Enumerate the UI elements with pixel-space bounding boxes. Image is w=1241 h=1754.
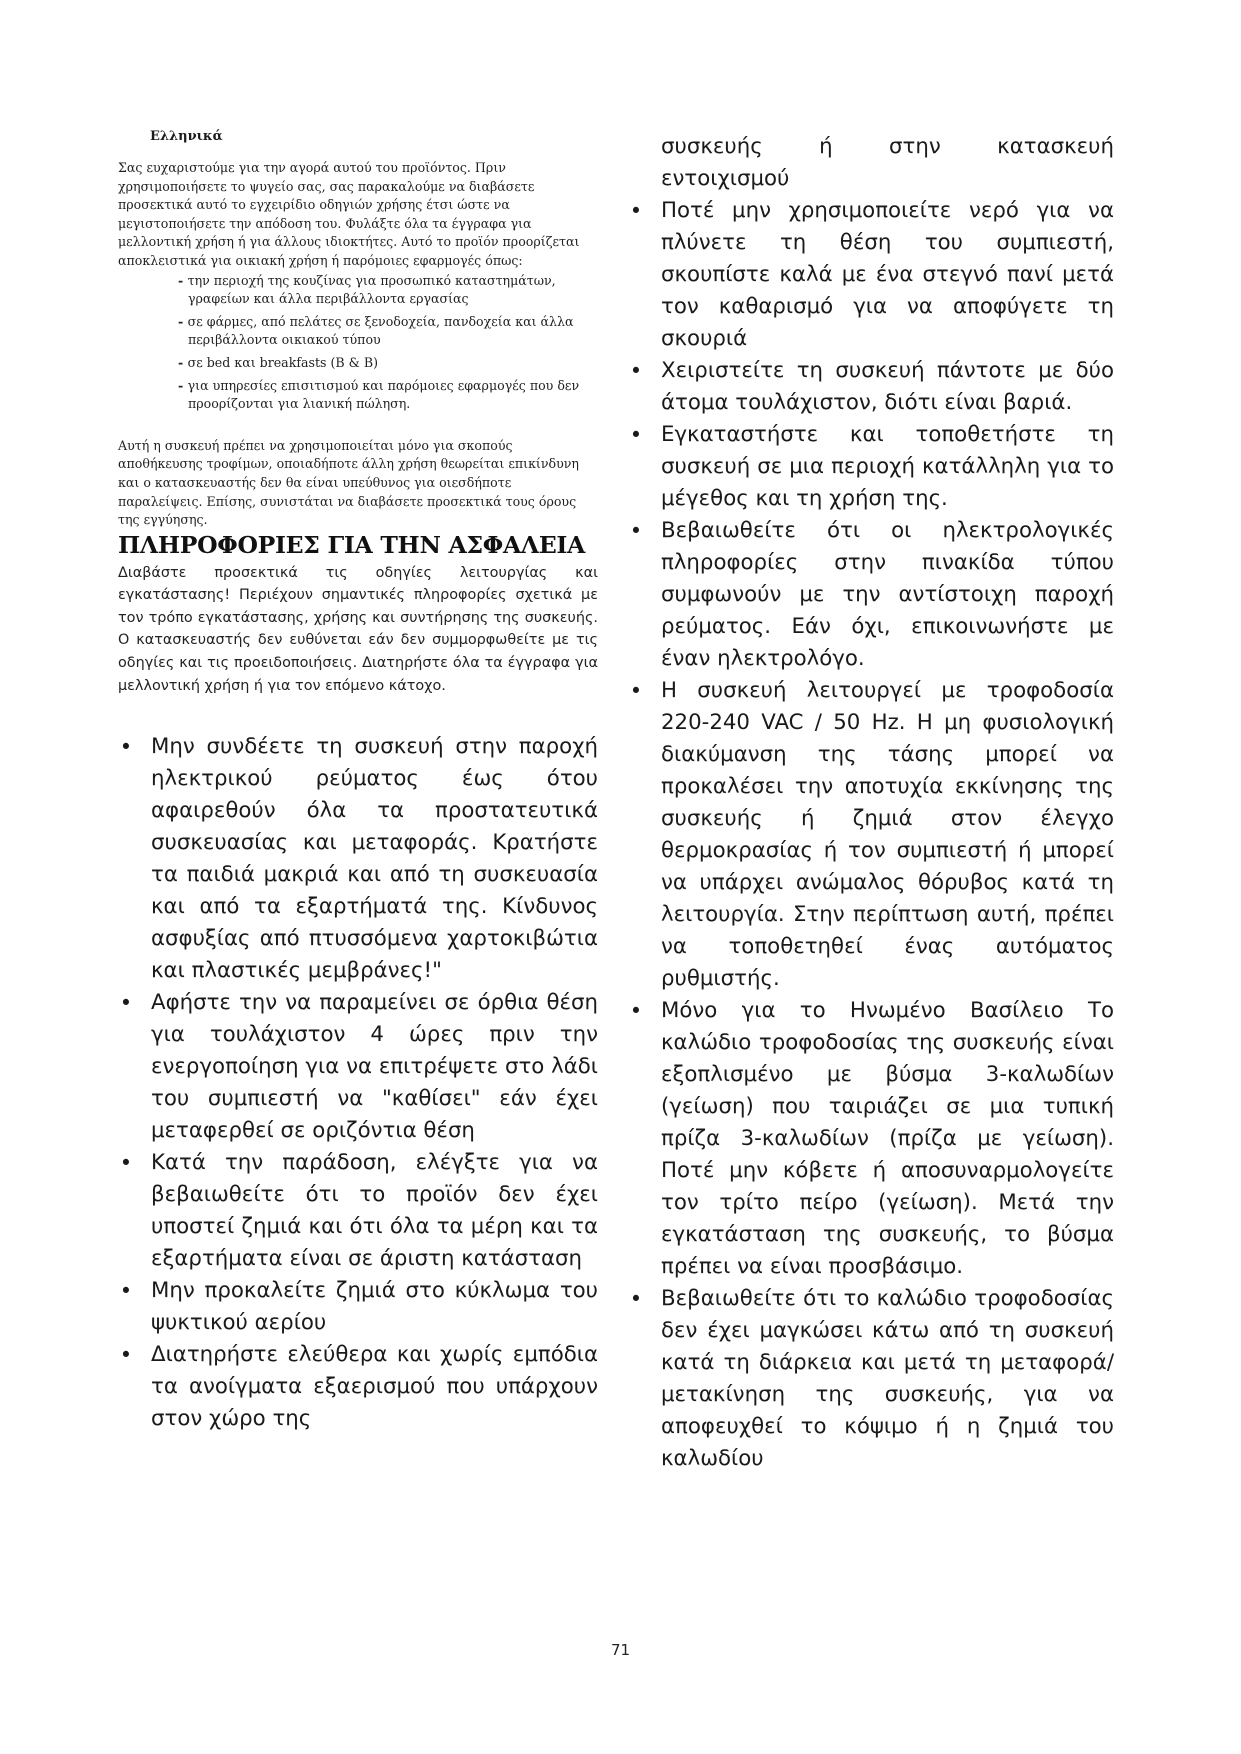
page-number: 71	[610, 1641, 631, 1659]
continued-text-line: συσκευής ή στην κατασκευή	[661, 134, 1114, 159]
bullet-icon: •	[119, 735, 133, 760]
right-column	[628, 131, 1114, 1475]
safety-item: • Βεβαιωθείτε ότι το καλώδιο τροφοδοσίας δεν έχει μαγκώσει κάτω από τη συσκευή κατά τη διάρκεια και μετά τη μεταφορά/μετακίνηση της συσκευής, για να αποφευχθεί το κόψιμο ή η ζημιά του καλωδίου	[628, 1283, 1114, 1475]
safety-item: • Ποτέ μην χρησιμοποιείτε νερό για να πλύνετε τη θέση του συμπιεστή, σκουπίστε καλά με ένα στεγνό πανί μετά τον καθαρισμό για να αποφύγετε τη σκουριά	[628, 195, 1114, 355]
safety-item: • Διατηρήστε ελεύθερα και χωρίς εμπόδια τα ανοίγματα εξαερισμού που υπάρχουν στον χώρο της	[118, 1339, 598, 1435]
bullet-icon: •	[629, 679, 643, 703]
bullet-icon: •	[629, 1287, 643, 1311]
safety-item: • Χειριστείτε τη συσκευή πάντοτε με δύο άτομα τουλάχιστον, διότι είναι βαριά.	[628, 355, 1114, 419]
safety-item: • Κατά την παράδοση, ελέγξτε για να βεβαιωθείτε ότι το προϊόν δεν έχει υποστεί ζημιά και ότι όλα τα μέρη και τα εξαρτήματα είναι σε άριστη κατάσταση	[118, 1147, 598, 1275]
safety-item: • Μην συνδέετε τη συσκευή στην παροχή ηλεκτρικού ρεύματος έως ότου αφαιρεθούν όλα τα προστατευτικά συσκευασίας και μεταφοράς. Κρατήστε τα παιδιά μακριά και από τη συσκευασία και από τα εξαρτήματά της. Κίνδυνος ασφυξίας από πτυσσόμενα χαρτοκιβώτια και πλαστικές μεμβράνες!"	[118, 731, 598, 987]
safety-item: • Μόνο για το Ηνωμένο Βασίλειο Το καλώδιο τροφοδοσίας της συσκευής είναι εξοπλισμένο με βύσμα 3-καλωδίων (γείωση) που ταιριάζει σε μια τυπική πρίζα 3-καλωδίων (πρίζα με γείωση). Ποτέ μην κόβετε ή αποσυναρμολογείτε τον τρίτο πείρο (γείωση). Μετά την εγκατάσταση της συσκευής, το βύσμα πρέπει να είναι προσβάσιμο.	[628, 995, 1114, 1283]
continued-text-line: εντοιχισμού	[661, 166, 790, 191]
bullet-icon: •	[119, 991, 133, 1016]
bullet-icon: •	[119, 1343, 133, 1368]
bullet-icon: •	[629, 199, 643, 223]
safety-title: ΠΛΗΡΟΦΟΡΙΕΣ ΓΙΑ ΤΗΝ ΑΣΦΑΛΕΙΑ	[118, 530, 586, 559]
bullet-icon: •	[629, 423, 643, 447]
safety-list-right	[628, 195, 1114, 1475]
bullet-icon: •	[629, 519, 643, 543]
bullet-icon: •	[629, 999, 643, 1023]
safety-item: • Αφήστε την να παραμείνει σε όρθια θέση για τουλάχιστον 4 ώρες πριν την ενεργοποίηση για να επιτρέψετε στο λάδι του συμπιεστή να "καθίσει" εάν έχει μεταφερθεί σε οριζόντια θέση	[118, 987, 598, 1147]
intended-uses-list	[118, 272, 598, 414]
safety-list-left	[118, 731, 598, 1435]
bullet-icon: •	[119, 1279, 133, 1304]
safety-item: • Μην προκαλείτε ζημιά στο κύκλωμα του ψυκτικού αερίου	[118, 1275, 598, 1339]
use-item: - σε φάρμες, από πελάτες σε ξενοδοχεία, πανδοχεία και άλλα περιβάλλοντα οικιακού τύπου	[178, 313, 574, 348]
safety-intro: Διαβάστε προσεκτικά τις οδηγίες λειτουργίας και εγκατάστασης! Περιέχουν σημαντικές πληροφορίες σχετικά με τον τρόπο εγκατάστασης, χρήσης και συντήρησης της συσκευής. Ο κατασκευαστής δεν ευθύνεται εάν δεν συμμορφωθείτε με τις οδηγίες και τις προειδοποιήσεις. Διατηρήστε όλα τα έγγραφα για μελλοντική χρήση ή για τον επόμενο κάτοχο.	[118, 564, 598, 694]
use-item: - την περιοχή της κουζίνας για προσωπικό καταστημάτων, γραφείων και άλλα περιβάλλοντα εργασίας	[178, 272, 556, 307]
bullet-icon: •	[629, 359, 643, 383]
safety-item: • Εγκαταστήστε και τοποθετήστε τη συσκευή σε μια περιοχή κατάλληλη για το μέγεθος και τη χρήση της.	[628, 419, 1114, 515]
language-heading: Ελληνικά	[150, 129, 223, 144]
safety-item: • Βεβαιωθείτε ότι οι ηλεκτρολογικές πληροφορίες στην πινακίδα τύπου συμφωνούν με την αντίστοιχη παροχή ρεύματος. Εάν όχι, επικοινωνήστε με έναν ηλεκτρολόγο.	[628, 515, 1114, 675]
use-item: - για υπηρεσίες επισιτισμού και παρόμοιες εφαρμογές που δεν προορίζονται για λιανική πώληση.	[178, 377, 580, 412]
left-column	[118, 128, 598, 1435]
bullet-icon: •	[119, 1151, 133, 1176]
safety-item: • Η συσκευή λειτουργεί με τροφοδοσία 220-240 VAC / 50 Hz. Η μη φυσιολογική διακύμανση της τάσης μπορεί να προκαλέσει την αποτυχία εκκίνησης της συσκευής ή ζημιά στον έλεγχο θερμοκρασίας ή τον συμπιεστή ή μπορεί να υπάρχει ανώμαλος θόρυβος κατά τη λειτουργία. Στην περίπτωση αυτή, πρέπει να τοποθετηθεί ένας αυτόματος ρυθμιστής.	[628, 675, 1114, 995]
use-item: - σε bed και breakfasts (B & B)	[178, 354, 379, 370]
intro-paragraph: Σας ευχαριστούμε για την αγορά αυτού του προϊόντος. Πριν χρησιμοποιήσετε το ψυγείο σας, σας παρακαλούμε να διαβάσετε προσεκτικά αυτό το εγχειρίδιο οδηγιών χρήσης έτσι ώστε να μεγιστοποιήσετε την απόδοση του. Φυλάξτε όλα τα έγγραφα για μελλοντική χρήση ή για άλλους ιδιοκτήτες. Αυτό το προϊόν προορίζεται αποκλειστικά για οικιακή χρήση ή παρόμοιες εφαρμογές όπως:	[118, 160, 580, 268]
purpose-paragraph: Αυτή η συσκευή πρέπει να χρησιμοποιείται μόνο για σκοπούς αποθήκευσης τροφίμων, οποιαδήποτε άλλη χρήση θεωρείται επικίνδυνη και ο κατασκευαστής δεν θα είναι υπεύθυνος για οιεσδήποτε παραλείψεις. Επίσης, συνιστάται να διαβάσετε προσεκτικά τους όρους της εγγύησης.	[118, 437, 579, 528]
